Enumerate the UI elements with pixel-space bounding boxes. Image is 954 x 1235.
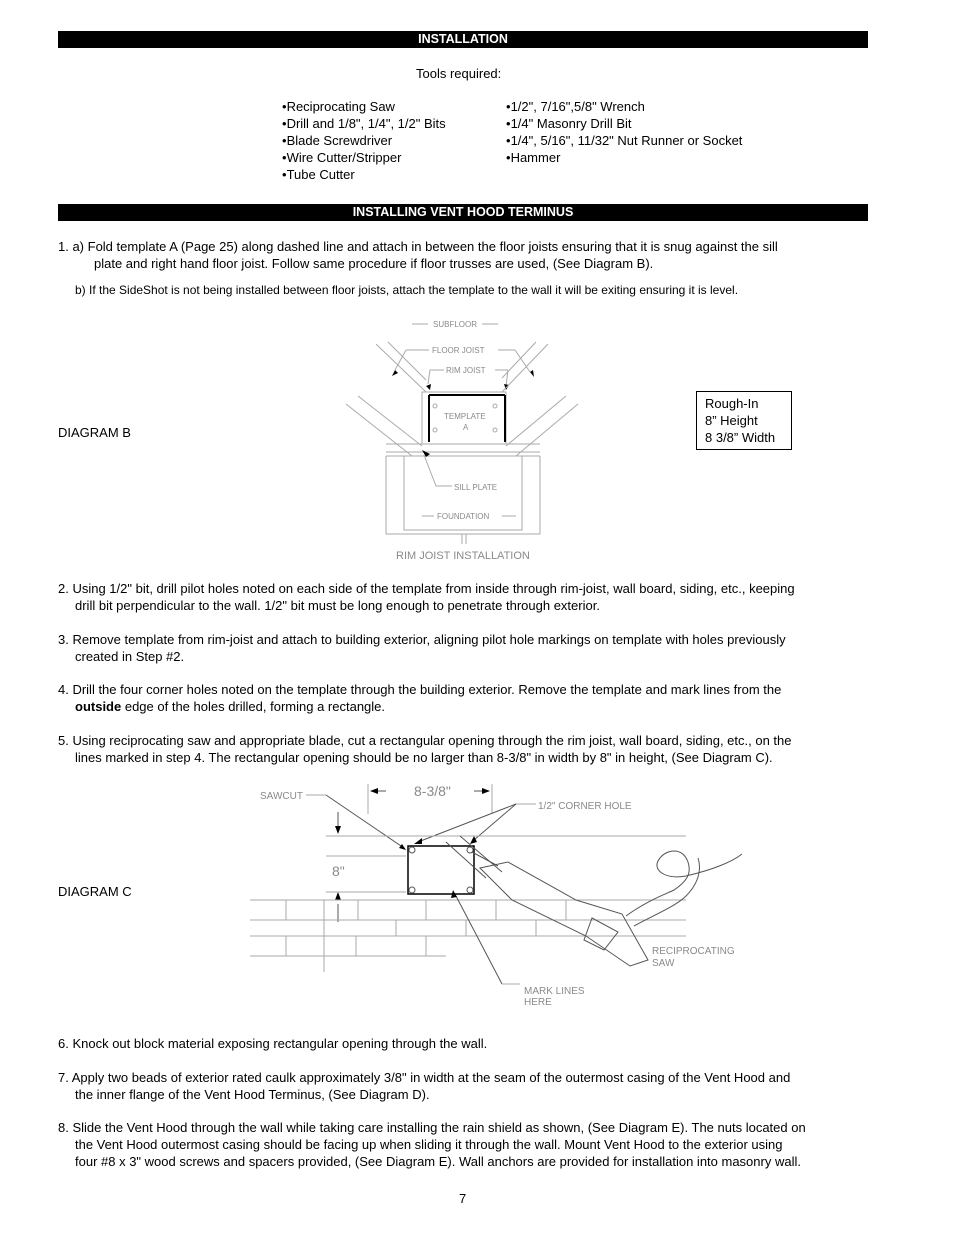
step-3 [58, 631, 873, 665]
step-3-line2: created in Step #2. [75, 649, 185, 664]
step-1b: b) If the SideShot is not being installed between floor joists, attach the template to the wall it will be exiting ensuring it is level. [75, 283, 739, 297]
tool-item: • 1/4" Masonry Drill Bit [506, 115, 742, 132]
tool-item: • 1/4", 5/16", 11/32" Nut Runner or Socket [506, 132, 742, 149]
tools-list-right [506, 98, 742, 166]
tools-heading: Tools required: [416, 66, 502, 81]
tool-item: • Wire Cutter/Stripper [282, 149, 446, 166]
installation-section-header: INSTALLATION [58, 31, 868, 48]
step-4-bold: outside [75, 699, 122, 714]
step-5-line2: lines marked in step 4. The rectangular opening should be no larger than 8-3/8" in width by 8" in height, (See Diagram C). [75, 750, 773, 765]
rough-in-box [696, 391, 792, 450]
tool-item: • Drill and 1/8", 1/4", 1/2" Bits [282, 115, 446, 132]
step-4 [58, 681, 873, 715]
corner-hole-label: 1/2" CORNER HOLE [538, 801, 632, 812]
diagram-b-illustration [340, 312, 580, 564]
step-5 [58, 732, 873, 766]
tool-item: • 1/2", 7/16",5/8" Wrench [506, 98, 742, 115]
tool-item: • Reciprocating Saw [282, 98, 446, 115]
step-5-line1: 5. Using reciprocating saw and appropriate blade, cut a rectangular opening through the rim joist, wall board, siding, etc., on the [58, 733, 792, 748]
width-dimension-label: 8-3/8" [414, 783, 451, 799]
rough-in-height: 8” Height [705, 413, 758, 428]
tool-item: • Blade Screwdriver [282, 132, 446, 149]
template-label-2: A [463, 423, 469, 432]
tool-item: • Tube Cutter [282, 166, 446, 183]
step-1a-line1: 1. a) Fold template A (Page 25) along dashed line and attach in between the floor joists ensuring that it is snug against the sill [58, 239, 778, 254]
step-4-line1: 4. Drill the four corner holes noted on the template through the building exterior. Remove the template and mark lines from the [58, 682, 782, 697]
rough-in-title: Rough-In [705, 396, 759, 411]
height-dimension-label: 8" [332, 863, 345, 879]
foundation-label: FOUNDATION [437, 512, 490, 521]
floor-joist-label: FLOOR JOIST [432, 346, 485, 355]
step-2-line1: 2. Using 1/2" bit, drill pilot holes noted on each side of the template from inside through rim-joist, wall board, siding, etc., keeping [58, 581, 795, 596]
reciprocating-saw-label-1: RECIPROCATING [652, 946, 735, 957]
sawcut-label: SAWCUT [260, 791, 303, 802]
tool-item: • Hammer [506, 149, 742, 166]
step-1a-line2: plate and right hand floor joist. Follow same procedure if floor trusses are used, (See Diagram B). [94, 256, 654, 271]
step-2-line2: drill bit perpendicular to the wall. 1/2" bit must be long enough to penetrate through exterior. [75, 598, 600, 613]
mark-lines-label-1: MARK LINES [524, 986, 585, 997]
diagram-b-caption: RIM JOIST INSTALLATION [396, 550, 530, 562]
step-8-line1: 8. Slide the Vent Hood through the wall while taking care installing the rain shield as shown, (See Diagram E). The nuts located on [58, 1120, 806, 1135]
subfloor-label: SUBFLOOR [433, 320, 478, 329]
diagram-c-label: DIAGRAM C [58, 884, 132, 899]
sill-plate-label: SILL PLATE [454, 483, 498, 492]
step-7-line1: 7. Apply two beads of exterior rated caulk approximately 3/8" in width at the seam of the outermost casing of the Vent Hood and [58, 1070, 791, 1085]
diagram-b-label: DIAGRAM B [58, 425, 131, 440]
diagram-c-illustration [246, 776, 746, 1012]
step-4-line2: edge of the holes drilled, forming a rectangle. [121, 699, 386, 714]
rough-in-width: 8 3/8” Width [705, 430, 776, 445]
step-8-line2: the Vent Hood outermost casing should be facing up when sliding it through the wall. Mount Vent Hood to the exterior using [75, 1137, 783, 1152]
step-3-line1: 3. Remove template from rim-joist and attach to building exterior, aligning pilot hole markings on template with holes previously [58, 632, 786, 647]
template-label-1: TEMPLATE [444, 412, 486, 421]
tools-list-left [282, 98, 446, 183]
step-7 [58, 1069, 873, 1103]
reciprocating-saw-label-2: SAW [652, 958, 675, 969]
step-1a [58, 238, 873, 272]
step-7-line2: the inner flange of the Vent Hood Terminus, (See Diagram D). [75, 1087, 430, 1102]
step-2 [58, 580, 873, 614]
vent-hood-section-header: INSTALLING VENT HOOD TERMINUS [58, 204, 868, 221]
step-8-line3: four #8 x 3" wood screws and spacers provided, (See Diagram E). Wall anchors are provided for installation into masonry wall. [75, 1154, 801, 1169]
page-number: 7 [459, 1191, 467, 1206]
step-8 [58, 1119, 873, 1170]
mark-lines-label-2: HERE [524, 997, 552, 1008]
step-6: 6. Knock out block material exposing rectangular opening through the wall. [58, 1036, 488, 1051]
rim-joist-label: RIM JOIST [446, 366, 486, 375]
